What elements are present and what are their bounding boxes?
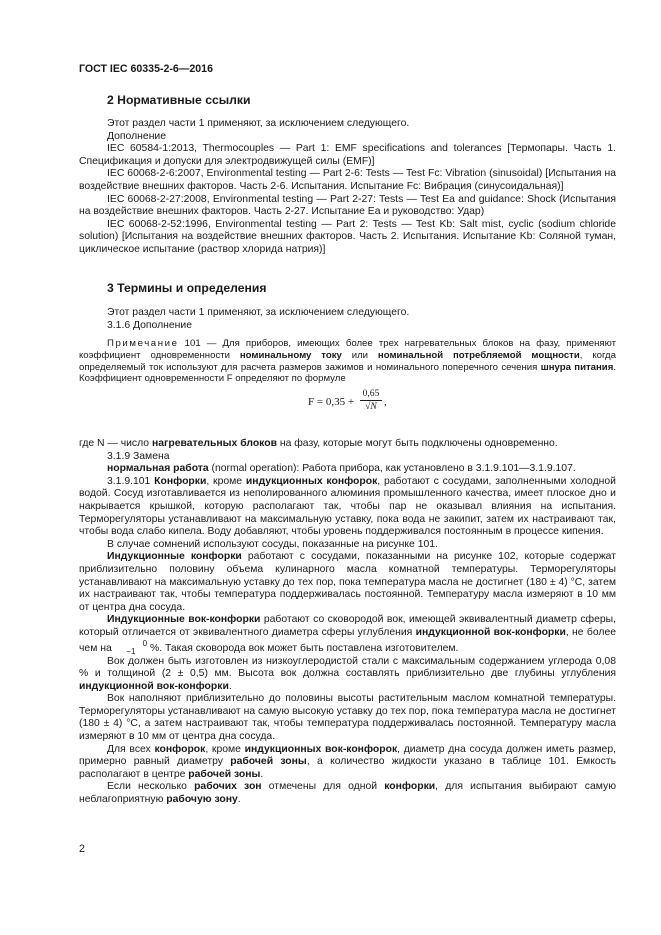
reference-iec-60068-2-52: IEC 60068-2-52:1996, Environmental testing — Part 2: Tests — Test Kb: Salt mist, cyclic (sodium chloride solution) [Испытания на воздействие внешних факторов. Часть 2. Испытания. Испытание Kb: Соляной туман, циклическое испытание (раствор хлорида натрия)] — [79, 218, 616, 255]
paragraph-induction-hobs: Индукционные конфорки работают с сосудами, показанными на рисунке 102, которые содержат приблизительно половину объема кулинарного масла комнатной температуры. Терморегуляторы устанавливают на максимальную уставку до тех пор, пока температура масла не достигнет (180 ± 4) °C, затем их настраивают так, чтобы температура поддерживалась постоянной. Температуру масла измеряют в 10 мм от центра дна сосуда. — [79, 551, 616, 613]
section-2-intro: Этот раздел части 1 применяют, за исключением следующего. — [107, 118, 410, 129]
section-2-title: 2 Нормативные ссылки — [107, 93, 251, 107]
reference-iec-60068-2-6: IEC 60068-2-6:2007, Environmental testing — Part 2-6: Tests — Test Fc: Vibration (sinusoidal) [Испытания на воздействие внешних факторов. Часть 2-6. Испытания. Испытание Fc: Вибрация (синусоидальная)] — [79, 168, 616, 192]
clause-3-1-6: 3.1.6 Дополнение — [107, 319, 193, 331]
tolerance-stack: 0 −1 — [126, 638, 148, 656]
note-label: Примечание — [107, 338, 179, 349]
term-rated-power: номинальной потребляемой мощности — [377, 349, 580, 361]
section-3-intro-block — [79, 307, 616, 332]
section-3-body: где N — число нагревательных блоков на фазу, которые могут быть подключены одновременно. 3.1.9 Замена нормальная работа (normal operation): Работа прибора, как установлено в 3.1.9.101—3.1.9.107. 3.1.9.101 Конфорки, кроме индукционных конфорок, работают с сосудами, заполненными холодной водой. Сосуд изготавливается из неполированного алюминия промышленного качества, имеет плоское дно и накрывается крышкой, которую располагают так, чтобы пар не оказывал влияния на испытания. Терморегуляторы устанавливают на максимальную уставку, пока вода не закипит, затем их настраивают так, чтобы вода слабо кипела. Воду добавляют, чтобы уровень поддерживался постоянным в процессе кипения. В случае сомнений используют сосуды, показанные на рисунке 101. Индукционные конфорки работают с сосудами, показанными на рисунке 102, которые содержат приблизительно половину объема кулинарного масла комнатной температуры. Терморегуляторы устанавливают на максимальную уставку до тех пор, пока температура масла не достигнет (180 ± 4) °C, затем их настраивают так, чтобы температура поддерживалась постоянной. Температуру масла измеряют в 10 мм от центра дна сосуда. Индукционные вок-конфорки работают со сковородой вок, имеющей эквивалентный диаметр сферы, который отличается от эквивалентного диаметра сферы углубления индукционной вок-конфорки, не более чем на 0 −1 %. Такая сковорода вок может быть поставлена изготовителем. Вок должен быть изготовлен из низкоуглеродистой стали с максимальным содержанием углерода 0,08 % и толщиной (2 ± 0,5) мм. Высота вок должна составлять приблизительно две глубины углубления индукционной вок-конфорки. Вок наполняют приблизительно до половины высоты растительным маслом комнатной температуры. Терморегуляторы устанавливают на самую высокую уставку до тех пор, пока температура масла не достигнет (180 ± 4) °C, а затем настраивают так, чтобы температура поддерживалась постоянной. Температуру масла измеряют в 10 мм от центра дна сосуда. Для всех конфорок, кроме индукционных вок-конфорок, диаметр дна сосуда должен иметь размер, примерно равный диаметру рабочей зоны, а количество жидкости указано в таблице 101. Емкость располагают в центре рабочей зоны. Если несколько рабочих зон отмечены для одной конфорки, для испытания выбирают самую неблагоприятную рабочую зону. — [79, 438, 617, 806]
note-101: Примечание 101 — Для приборов, имеющих более трех нагревательных блоков на фазу, применяют коэффициент одновременности номинальному току или номинальной потребляемой мощности, когда определяемый ток используют для расчета размеров зажимов и номинального поперечного сечения шнура питания. Коэффициент одновременности F определяют по формуле — [79, 338, 616, 385]
section-2-body — [79, 118, 616, 257]
term-rated-current: номинальному току — [239, 349, 342, 361]
formula-denominator: N — [370, 401, 377, 412]
page-number: 2 — [79, 843, 85, 855]
simultaneity-formula — [308, 388, 387, 412]
reference-iec-60584-1: IEC 60584-1:2013, Thermocouples — Part 1: EMF specifications and tolerances [Термопары. Часть 1. Спецификация и допуски для электродвижущей силы (EMF)] — [79, 143, 616, 167]
formula-lhs: F = 0,35 + — [308, 396, 355, 408]
paragraph-all-hobs: Для всех конфорок, кроме индукционных вок-конфорок, диаметр дна сосуда должен иметь размер, примерно равный диаметру рабочей зоны, а количество жидкости указано в таблице 101. Емкость располагают в центре рабочей зоны. — [79, 743, 617, 780]
document-header: ГОСТ IEC 60335-2-6—2016 — [79, 63, 213, 75]
paragraph-wok-fill: Вок наполняют приблизительно до половины высоты растительным маслом комнатной температуры. Терморегуляторы устанавливают на самую высокую уставку до тех пор, пока температура масла не достигнет (180 ± 4) °C, а затем настраивают так, чтобы температура поддерживалась постоянной. Температуру масла измеряют в 10 мм от центра дна сосуда. — [79, 693, 616, 743]
formula-numerator: 0,65 — [360, 388, 382, 401]
sqrt-icon: √ — [365, 401, 371, 412]
section-2-addition: Дополнение — [107, 130, 167, 142]
section-3-intro: Этот раздел части 1 применяют, за исключением следующего. — [107, 307, 410, 318]
section-3-title: 3 Термины и определения — [107, 281, 267, 295]
paragraph-wok-steel: Вок должен быть изготовлен из низкоуглеродистой стали с максимальным содержанием углерода 0,08 % и толщиной (2 ± 0,5) мм. Высота вок должна составлять приблизительно две глубины углубления индукционной вок-конфорки. — [79, 655, 616, 692]
clause-3-1-9: 3.1.9 Замена — [107, 450, 170, 462]
paragraph-doubt: В случае сомнений используют сосуды, показанные на рисунке 101. — [107, 538, 438, 550]
formula-fraction — [360, 388, 382, 413]
formula-comma: , — [384, 396, 387, 408]
reference-iec-60068-2-27: IEC 60068-2-27:2008, Environmental testing — Part 2-27: Tests — Test Ea and guidance: Shock (Испытания на воздействие внешних факторов. Часть 2-27. Испытание Ea и руководство: Удар) — [79, 193, 616, 218]
clause-3-1-9-101: 3.1.9.101 Конфорки, кроме индукционных конфорок, работают с сосудами, заполненными холодной водой. Сосуд изготавливается из неполированного алюминия промышленного качества, имеет плоское дно и накрывается крышкой, которую располагают так, чтобы пар не оказывал влияния на испытания. Терморегуляторы устанавливают на максимальную уставку, пока вода не закипит, затем их настраивают так, чтобы вода слабо кипела. Воду добавляют, чтобы уровень поддерживался постоянным в процессе кипения. — [79, 475, 616, 538]
term-supply-cord: шнура питания — [540, 361, 614, 373]
paragraph-induction-wok: Индукционные вок-конфорки работают со сковородой вок, имеющей эквивалентный диаметр сферы, который отличается от эквивалентного диаметра сферы углубления индукционной вок-конфорки, не более чем на 0 −1 %. Такая сковорода вок может быть поставлена изготовителем. — [79, 614, 617, 656]
paragraph-several-zones: Если несколько рабочих зон отмечены для одной конфорки, для испытания выбирают самую неблагоприятную рабочую зону. — [79, 781, 617, 806]
definition-normal-operation: нормальная работа (normal operation): Работа прибора, как установлено в 3.1.9.101—3.1.9.107. — [107, 463, 576, 475]
